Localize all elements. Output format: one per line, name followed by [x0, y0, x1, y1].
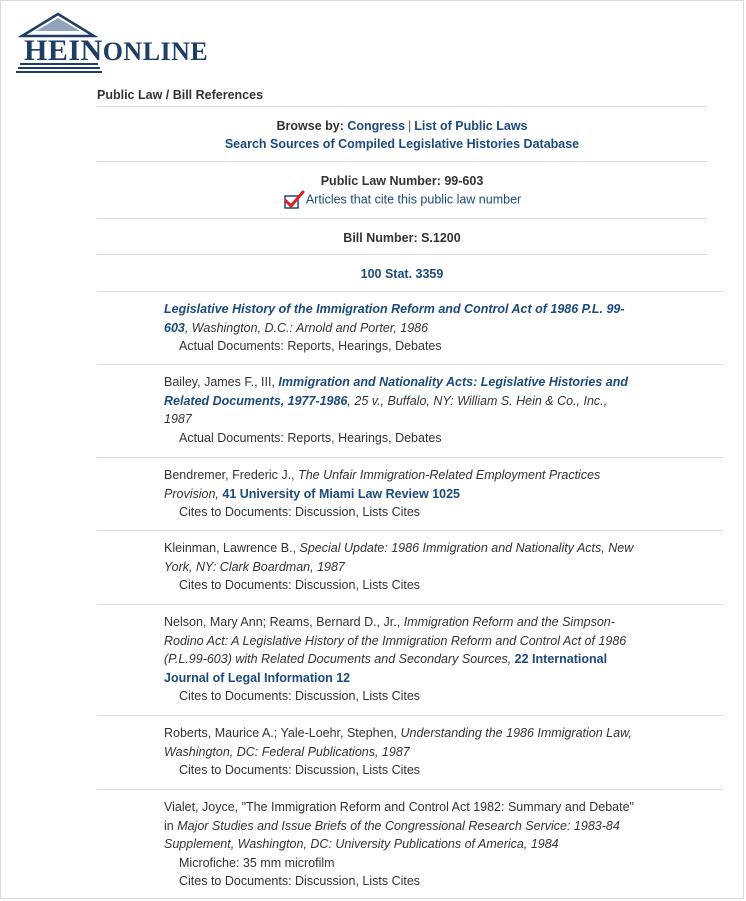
- divider: [97, 106, 707, 107]
- entry-publication: , Washington, D.C.: Arnold and Porter, 1986: [184, 320, 429, 335]
- browse-list-public-laws-link[interactable]: List of Public Laws: [414, 119, 528, 133]
- entry-detail: Cites to Documents: Discussion, Lists Cites: [179, 763, 421, 778]
- entry-author: Vialet, Joyce, "The Immigration Reform and Control Act 1982: Summary and Debate" in: [164, 800, 634, 833]
- entry-detail: Cites to Documents: Discussion, Lists Cites: [179, 689, 421, 704]
- entry-detail: Cites to Documents: Discussion, Lists Cites: [179, 578, 421, 593]
- public-law-section: [97, 172, 707, 210]
- entry-publication: , 25 v., Buffalo, NY: William S. Hein & Co., Inc., 1987: [164, 393, 608, 427]
- entry-author: Bendremer, Frederic J.,: [164, 468, 299, 482]
- heinonline-logo[interactable]: [14, 12, 209, 74]
- entry-cite-link[interactable]: 41 University of Miami Law Review 1025: [222, 486, 460, 501]
- entry-detail: Microfiche: 35 mm microfilm: [179, 855, 335, 870]
- entry-author: Bailey, James F., III,: [164, 375, 279, 389]
- entry-title: Immigration Reform and the Simpson-Rodino Act: A Legislative History of the Immigration Reform and Control Act of 1986 (P.L.99-603) with Related Documents and Secondary Sources: [164, 615, 627, 667]
- entry-author: Nelson, Mary Ann; Reams, Bernard D., Jr.,: [164, 615, 404, 629]
- list-item: Bendremer, Frederic J., The Unfair Immigration-Related Employment Practices Provision, 41 University of Miami Law Review 1025 Cites to Documents: Discussion, Lists Cites: [164, 466, 634, 522]
- browse-section: [97, 117, 707, 153]
- entry-author: Kleinman, Lawrence B.,: [164, 541, 300, 555]
- entry-detail: Cites to Documents: Discussion, Lists Cites: [179, 874, 421, 889]
- bill-number: Bill Number: S.1200: [343, 231, 461, 245]
- browse-congress-link[interactable]: Congress: [347, 119, 406, 133]
- search-sources-link[interactable]: Search Sources of Compiled Legislative Histories Database: [224, 137, 580, 151]
- entry-cite-link[interactable]: 22 International Journal of Legal Information 12: [164, 652, 608, 685]
- entry-title-link[interactable]: Immigration and Nationality Acts: Legislative Histories and Related Documents, 1977-1986: [164, 375, 628, 408]
- divider: [97, 364, 723, 365]
- divider: [97, 789, 723, 790]
- page-title: Public Law / Bill References: [97, 88, 264, 102]
- entry-title: Understanding the 1986 Immigration Law, Washington, DC: Federal Publications, 1987: [164, 726, 632, 759]
- divider: [97, 254, 707, 255]
- entry-title: The Unfair Immigration-Related Employment Practices Provision: [164, 468, 601, 501]
- divider: [97, 457, 723, 458]
- divider: [97, 604, 723, 605]
- list-item: Nelson, Mary Ann; Reams, Bernard D., Jr., Immigration Reform and the Simpson-Rodino Act: A Legislative History of the Immigration Reform and Control Act of 1986 (P.L.99-603) with Related Documents and Secondary Sources, 22 International Journal of Legal Information 12 Cites to Documents: Discussion, Lists Cites: [164, 613, 634, 706]
- divider: [97, 218, 707, 219]
- logo-wordmark: HEINONLINE: [24, 34, 209, 67]
- entry-title-link[interactable]: Legislative History of the Immigration Reform and Control Act of 1986 P.L. 99-603: [164, 302, 625, 335]
- divider: [97, 715, 723, 716]
- red-check-mark-icon: [283, 190, 305, 210]
- browse-separator: |: [408, 119, 412, 133]
- stat-reference: [97, 265, 707, 283]
- articles-cite-link[interactable]: Articles that cite this public law number: [305, 192, 522, 207]
- divider: [97, 530, 723, 531]
- list-item: [164, 539, 634, 595]
- entry-detail: Actual Documents: Reports, Hearings, Debates: [179, 430, 442, 445]
- entry-detail: Cites to Documents: Discussion, Lists Cites: [179, 505, 421, 520]
- browse-label: Browse by:: [276, 119, 344, 133]
- list-item: [164, 798, 634, 891]
- stat-link[interactable]: 100 Stat. 3359: [360, 267, 444, 281]
- entry-title: Special Update: 1986 Immigration and Nationality Acts, New York, NY: Clark Boardman, 1987: [164, 541, 634, 574]
- list-item: [164, 724, 634, 780]
- divider: [97, 161, 707, 162]
- list-item: [164, 300, 634, 356]
- entry-detail: Actual Documents: Reports, Hearings, Debates: [179, 339, 442, 354]
- entry-title: Major Studies and Issue Briefs of the Congressional Research Service: 1983-84 Supplement, Washington, DC: University Publications of America, 1984: [164, 818, 620, 852]
- list-item: [164, 373, 634, 447]
- entry-author: Roberts, Maurice A.; Yale-Loehr, Stephen,: [164, 726, 401, 740]
- divider: [97, 291, 723, 292]
- public-law-number: Public Law Number: 99-603: [320, 174, 484, 188]
